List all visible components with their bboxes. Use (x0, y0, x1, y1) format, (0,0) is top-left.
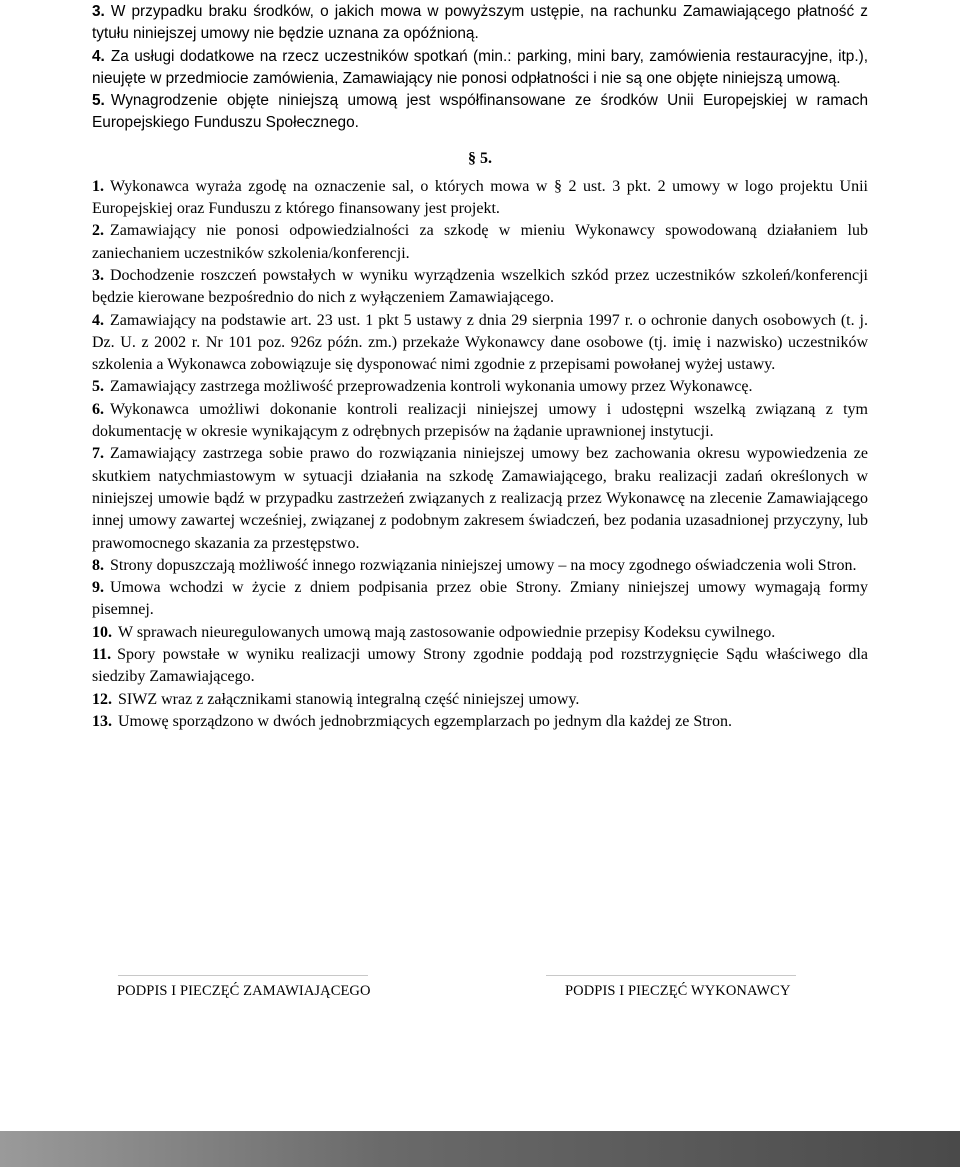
clause-3 (92, 1, 868, 46)
section-title: § 5. (468, 149, 492, 167)
clause-number: 5. (92, 92, 105, 110)
item-text: Strony dopuszczają możliwość innego rozwiązania niniejszej umowy – na mocy zgodnego oświadczenia woli Stron. (110, 556, 857, 574)
item-text: W sprawach nieuregulowanych umową mają zastosowanie odpowiednie przepisy Kodeksu cywilnego. (118, 623, 776, 641)
item-number: 6. (92, 400, 104, 418)
footer-bar (0, 1131, 960, 1167)
clause-5 (92, 90, 868, 135)
clause-4 (92, 46, 868, 91)
item-text: Dochodzenie roszczeń powstałych w wyniku wyrządzenia wszelkich szkód przez uczestników szkoleń/konferencji będzie kierowane bezpośrednio do nich z wyłączeniem Zamawiającego. (92, 266, 868, 307)
item-11 (92, 644, 868, 689)
item-1 (92, 176, 868, 221)
clause-number: 3. (92, 3, 105, 20)
document-page (92, 0, 868, 733)
item-12 (92, 689, 868, 711)
item-13 (92, 711, 868, 733)
item-number: 10. (92, 623, 112, 641)
clause-text: W przypadku braku środków, o jakich mowa w powyższym ustępie, na rachunku Zamawiającego płatność z tytułu niniejszej umowy nie będzie uznana za opóźnioną. (92, 3, 868, 43)
section-items (92, 176, 868, 733)
signature-label-left: PODPIS I PIECZĘĆ ZAMAWIAJĄCEGO (117, 983, 371, 999)
item-text: SIWZ wraz z załącznikami stanowią integralną część niniejszej umowy. (118, 690, 580, 708)
item-text: Wykonawca umożliwi dokonanie kontroli realizacji niniejszej umowy i udostępni wszelką związaną z tym dokumentację w okresie wynikającym z odrębnych przepisów na żądanie uprawnionej instytucji. (92, 400, 868, 441)
signature-line-left (118, 975, 368, 976)
item-text: Zamawiający nie ponosi odpowiedzialności za szkodę w mieniu Wykonawcy spowodowaną działaniem lub zaniechaniem uczestników szkolenia/konferencji. (92, 222, 868, 262)
item-9 (92, 577, 868, 622)
item-8 (92, 555, 868, 577)
signature-label-right: PODPIS I PIECZĘĆ WYKONAWCY (565, 983, 791, 999)
item-number: 2. (92, 222, 104, 240)
item-number: 3. (92, 266, 104, 284)
item-4 (92, 310, 868, 377)
clause-number: 4. (92, 47, 105, 65)
item-text: Spory powstałe w wyniku realizacji umowy Strony zgodnie poddają pod rozstrzygnięcie Sądu właściwego dla siedziby Zamawiającego. (92, 646, 868, 686)
item-number: 8. (92, 556, 104, 574)
item-7 (92, 443, 868, 554)
item-10 (92, 622, 868, 644)
item-text: Wykonawca wyraża zgodę na oznaczenie sal, o których mowa w § 2 ust. 3 pkt. 2 umowy w logo projektu Unii Europejskiej oraz Funduszu z którego finansowany jest projekt. (92, 177, 868, 218)
item-number: 11. (92, 646, 112, 664)
item-number: 4. (92, 311, 104, 329)
item-text: Zamawiający zastrzega sobie prawo do rozwiązania niniejszej umowy bez zachowania okresu wypowiedzenia ze skutkiem natychmiastowym w sytuacji działania na szkodę Zamawiającego, braku realizacji zadań określonych w niniejszej umowie bądź w przypadku zastrzeżeń związanych z realizacją przez Wykonawcę na zlecenie Zamawiającego innej umowy zawartej wcześniej, związanej z podobnym zakresem świadczeń, bez podania uzasadnionej przyczyny, lub prawomocnego skazania za przestępstwo. (92, 445, 868, 552)
item-text: Zamawiający na podstawie art. 23 ust. 1 pkt 5 ustawy z dnia 29 sierpnia 1997 r. o ochronie danych osobowych (t. j. Dz. U. z 2002 r. Nr 101 poz. 926z późn. zm.) przekaże Wykonawcy dane osobowe (tj. imię i nazwisko) uczestników szkolenia a Wykonawca zobowiązuje się dysponować nimi zgodnie z przepisami powołanej wyżej ustawy. (92, 311, 868, 374)
item-number: 12. (92, 690, 112, 708)
item-text: Umowę sporządzono w dwóch jednobrzmiących egzemplarzach po jednym dla każdej ze Stron. (118, 712, 732, 730)
item-number: 7. (92, 445, 104, 463)
item-text: Umowa wchodzi w życie z dniem podpisania przez obie Strony. Zmiany niniejszej umowy wymagają formy pisemnej. (92, 579, 868, 619)
item-text: Zamawiający zastrzega możliwość przeprowadzenia kontroli wykonania umowy przez Wykonawcę. (110, 378, 753, 396)
item-2 (92, 220, 868, 265)
signature-line-right (546, 975, 796, 976)
clause-text: Za usługi dodatkowe na rzecz uczestników spotkań (min.: parking, mini bary, zamówienia restauracyjne, itp.), nieujęte w przedmiocie zamówienia, Zamawiający nie ponosi odpłatności i nie są one objęte niniejszą umową. (92, 47, 868, 87)
item-number: 9. (92, 579, 104, 597)
item-number: 13. (92, 712, 112, 730)
upper-clauses (92, 1, 868, 135)
item-3 (92, 265, 868, 310)
signature-area (0, 975, 960, 1005)
item-number: 5. (92, 378, 104, 396)
item-6 (92, 399, 868, 444)
item-5 (92, 376, 868, 398)
item-number: 1. (92, 177, 104, 195)
clause-text: Wynagrodzenie objęte niniejszą umową jest współfinansowane ze środków Unii Europejskiej w ramach Europejskiego Funduszu Społecznego. (92, 92, 868, 132)
